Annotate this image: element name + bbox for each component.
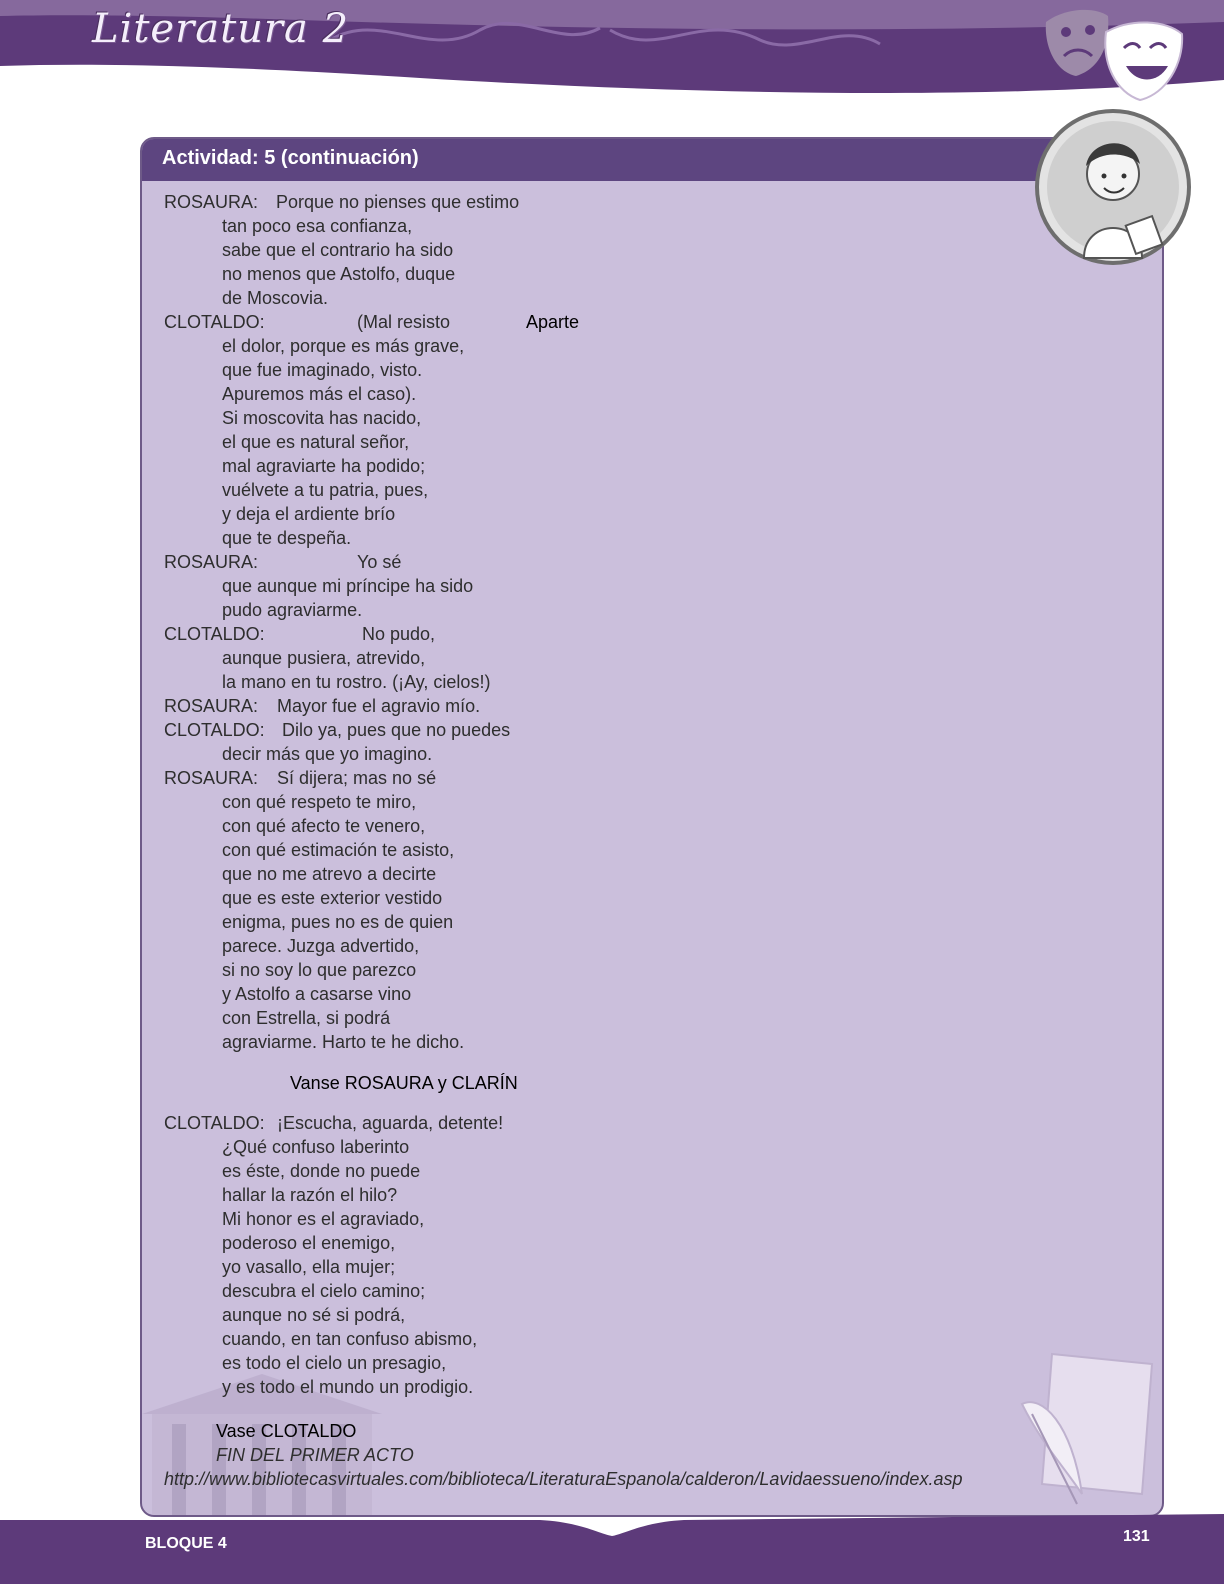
verse-line: Si moscovita has nacido, — [222, 408, 422, 428]
speaker-label: ROSAURA: — [164, 552, 259, 572]
paper-quill-icon — [1002, 1344, 1164, 1514]
verse-line: que no me atrevo a decirte — [222, 864, 437, 884]
verse-line: Porque no pienses que estimo — [276, 192, 520, 212]
verse-line: aunque no sé si podrá, — [222, 1305, 406, 1325]
verse-line: enigma, pues no es de quien — [222, 912, 454, 932]
source-link[interactable]: http://www.bibliotecasvirtuales.com/biblioteca/LiteraturaEspanola/calderon/Lavidaessueno/index.asp — [164, 1469, 963, 1489]
verse-line: el dolor, porque es más grave, — [222, 336, 465, 356]
verse-line: es todo el cielo un presagio, — [222, 1353, 447, 1373]
verse-line: que fue imaginado, visto. — [222, 360, 423, 380]
speaker-label: CLOTALDO: — [164, 312, 265, 332]
speaker-label: CLOTALDO: — [164, 624, 265, 644]
verse-line: de Moscovia. — [222, 288, 329, 308]
verse-line: Mi honor es el agraviado, — [222, 1209, 425, 1229]
speaker-label: CLOTALDO: — [164, 1113, 265, 1133]
verse-line: yo vasallo, ella mujer; — [222, 1257, 396, 1277]
verse-line: cuando, en tan confuso abismo, — [222, 1329, 478, 1349]
verse-line: descubra el cielo camino; — [222, 1281, 426, 1301]
verse-line: Yo sé — [357, 552, 402, 572]
verse-line: que te despeña. — [222, 528, 352, 548]
verse-line: tan poco esa confianza, — [222, 216, 413, 236]
verse-line: y deja el ardiente brío — [222, 504, 396, 524]
activity-title: Actividad: 5 (continuación) — [162, 147, 419, 169]
verse-line: (Mal resisto — [357, 312, 451, 332]
verse-line: es éste, donde no puede — [222, 1161, 421, 1181]
verse-line: ¡Escucha, aguarda, detente! — [277, 1113, 504, 1133]
speaker-label: ROSAURA: — [164, 768, 259, 788]
footer-block-label: BLOQUE 4 — [145, 1535, 227, 1552]
verse-line: vuélvete a tu patria, pues, — [222, 480, 429, 500]
verse-line: decir más que yo imagino. — [222, 744, 433, 764]
verse-line: mal agraviarte ha podido; — [222, 456, 426, 476]
verse-line: ¿Qué confuso laberinto — [222, 1137, 410, 1157]
speaker-label: CLOTALDO: — [164, 720, 265, 740]
speaker-label: ROSAURA: — [164, 192, 259, 212]
stage-direction: Vanse ROSAURA y CLARÍN — [290, 1073, 518, 1093]
verse-line: con Estrella, si podrá — [222, 1008, 391, 1028]
verse-line: no menos que Astolfo, duque — [222, 264, 456, 284]
verse-line: la mano en tu rostro. (¡Ay, cielos!) — [222, 672, 491, 692]
verse-line: con qué afecto te venero, — [222, 816, 426, 836]
verse-line: Mayor fue el agravio mío. — [277, 696, 481, 716]
verse-line: el que es natural señor, — [222, 432, 410, 452]
student-avatar-icon — [1034, 108, 1192, 266]
verse-line: Sí dijera; mas no sé — [277, 768, 437, 788]
stage-direction: Vase CLOTALDO — [216, 1421, 357, 1441]
theater-masks-icon — [1036, 2, 1196, 106]
verse-line: No pudo, — [362, 624, 436, 644]
verse-line: y Astolfo a casarse vino — [222, 984, 412, 1004]
verse-line: Apuremos más el caso). — [222, 384, 417, 404]
verse-line: agraviarme. Harto te he dicho. — [222, 1032, 465, 1052]
verse-line: aunque pusiera, atrevido, — [222, 648, 426, 668]
verse-line: que es este exterior vestido — [222, 888, 443, 908]
verse-line: y es todo el mundo un prodigio. — [222, 1377, 474, 1397]
verse-line: que aunque mi príncipe ha sido — [222, 576, 474, 596]
aside-direction: Aparte — [526, 312, 580, 332]
speaker-label: ROSAURA: — [164, 696, 259, 716]
end-act-text: FIN DEL PRIMER ACTO — [216, 1445, 414, 1465]
verse-line: con qué estimación te asisto, — [222, 840, 455, 860]
verse-line: pudo agraviarme. — [222, 600, 363, 620]
activity-header — [142, 139, 1162, 181]
page-number: 131 — [1123, 1528, 1150, 1545]
verse-line: poderoso el enemigo, — [222, 1233, 396, 1253]
verse-line: si no soy lo que parezco — [222, 960, 417, 980]
verse-line: Dilo ya, pues que no puedes — [282, 720, 511, 740]
header-title: Literatura 2 — [92, 6, 350, 52]
verse-line: con qué respeto te miro, — [222, 792, 417, 812]
verse-line: sabe que el contrario ha sido — [222, 240, 454, 260]
verse-line: hallar la razón el hilo? — [222, 1185, 398, 1205]
verse-line: parece. Juzga advertido, — [222, 936, 420, 956]
